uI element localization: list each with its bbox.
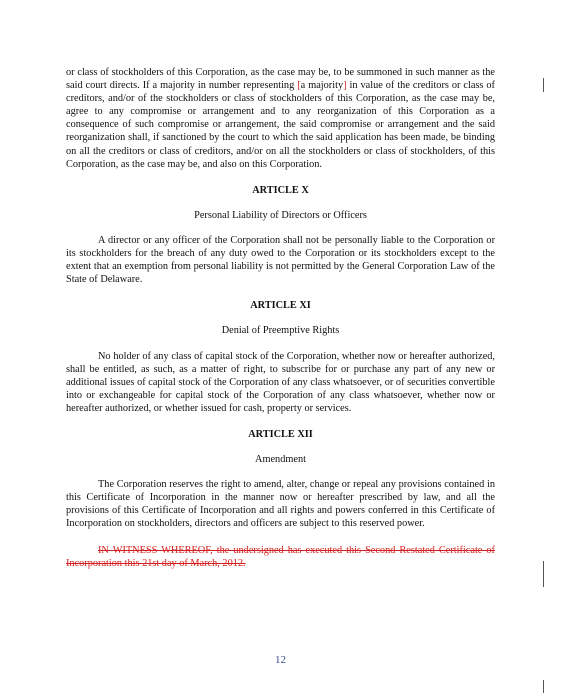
continuation-paragraph: [66, 66, 495, 171]
page-content: [66, 66, 495, 570]
article-xi-subtitle: Denial of Preemptive Rights: [221, 325, 340, 337]
deletion-bracket-open: [: [297, 80, 301, 92]
change-bar: [543, 78, 544, 92]
deletion-bracket-close: ]: [343, 80, 347, 92]
article-x-body: A director or any officer of the Corporation shall not be personally liable to the Corporation or its stockholders for the breach of any duty owed to the Corporation or its stockholders except to the extent that an exemption from personal liability is not permitted by the General Corporation Law of the State of Delaware.: [66, 234, 495, 286]
change-bar: [543, 561, 544, 587]
article-x-subtitle: Personal Liability of Directors or Officers: [194, 209, 367, 221]
article-xii-subtitle: Amendment: [255, 454, 306, 466]
continuation-text-1: or class of stockholders of this Corporation, as the case may be, to be summoned in such manner as the said court directs. If a majority in number representing: [66, 67, 495, 92]
continuation-text-3: in value of the creditors or class of creditors, and/or of the stockholders or class of stockholders of this Corporation, as the case may be, agree to any compromise or arrangement and to any reorganization of this Corporation as a consequence of such compromise or arrangement, the said compromise or arrangement and the said reorganization shall, if sanctioned by the court to which the said application has been made, be binding on all the creditors or class of creditors, and/or on all the stockholders or class of stockholders, of this Corporation, as the case may be, and also on this Corporation.: [66, 80, 495, 170]
page-number: 12: [275, 654, 286, 666]
article-xi-heading: ARTICLE XI: [250, 300, 311, 312]
article-x-heading: ARTICLE X: [252, 184, 309, 196]
change-bar: [543, 680, 544, 693]
article-xi-body: No holder of any class of capital stock of the Corporation, whether now or hereafter authorized, shall be entitled, as such, as a matter of right, to subscribe for or purchase any part of any new or additional issues of capital stock of the Corporation of any class whatsoever, or of securities convertible into or exchangeable for capital stock of the Corporation of any class whatsoever, whether now or hereafter authorized, or whether issued for cash, property or services.: [66, 350, 495, 414]
continuation-text-2: a majority: [300, 80, 344, 92]
article-xii-heading: ARTICLE XII: [248, 428, 313, 440]
article-xii-body: The Corporation reserves the right to amend, alter, change or repeal any provisions contained in this Certificate of Incorporation in the manner now or hereafter prescribed by law, and all the provisions of this Certificate of Incorporation and all rights and powers conferred in this Certificate of Incorporation on stockholders, directors and officers are subject to this reserved power.: [66, 479, 495, 530]
witness-clause-deleted: IN WITNESS WHEREOF, the undersigned has executed this Second Restated Certificate of Incorporation this 21st day of March, 2012.: [66, 544, 495, 569]
